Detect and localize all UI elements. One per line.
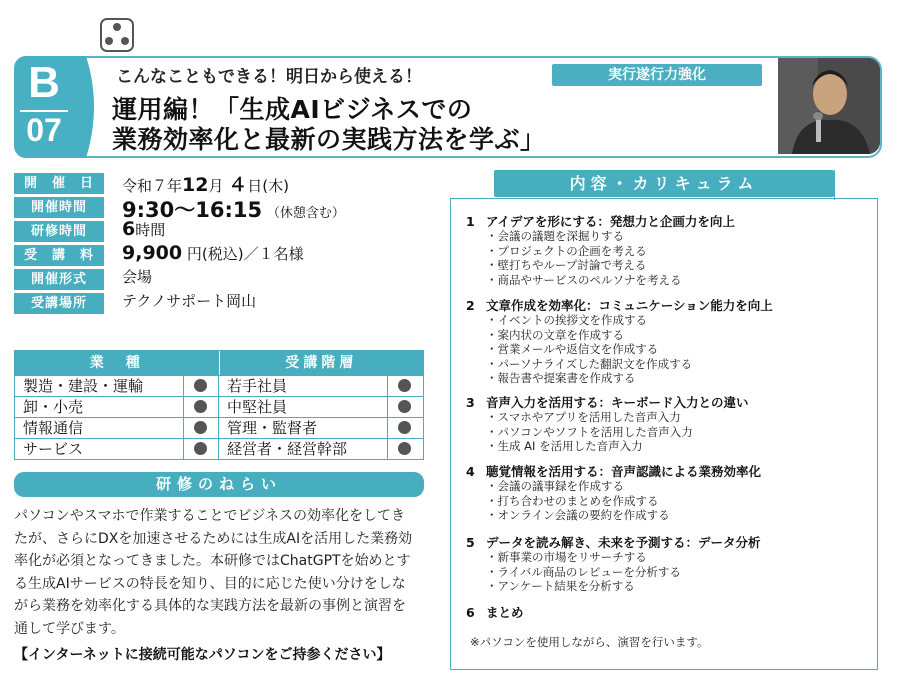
section-title bbox=[466, 212, 735, 229]
time-label: 開催時間 bbox=[14, 197, 104, 218]
curriculum-section-5 bbox=[466, 533, 761, 594]
industry-header: 業 種 bbox=[15, 351, 220, 375]
curriculum-section-2 bbox=[466, 296, 773, 386]
venue-value: テクノサポート岡山 bbox=[122, 292, 257, 310]
bullet-dot-icon bbox=[194, 442, 207, 455]
time-note: （休憩含む） bbox=[266, 206, 345, 221]
list-item: ・イベントの挨拶文を作成する bbox=[486, 313, 647, 327]
section-title-text: アイデアを形にする：発想力と企画力を向上 bbox=[486, 214, 735, 229]
list-item: ・パーソナライズした翻訳文を作成する bbox=[486, 356, 693, 371]
date-label: 開 催 日 bbox=[14, 173, 104, 194]
level-dot-cell bbox=[388, 376, 423, 396]
aims-line: たが、さらにDXを加速させるためには生成AIを活用した業務効 bbox=[14, 530, 413, 547]
aims-note: 【インターネットに接続可能なパソコンをご持参ください】 bbox=[14, 647, 391, 663]
target-table bbox=[14, 350, 424, 460]
bullet-dot-icon bbox=[398, 421, 411, 434]
table-row bbox=[15, 375, 423, 396]
curriculum-section-4 bbox=[466, 462, 761, 523]
level-dot-cell bbox=[388, 397, 423, 417]
section-number: 4 bbox=[466, 464, 475, 479]
aims-line: 率化が必須となってきました。本研修ではChatGPTを始めとす bbox=[14, 553, 411, 570]
date-month: 12 bbox=[182, 174, 209, 196]
table-row bbox=[15, 417, 423, 438]
industry-cell: 情報通信 bbox=[15, 418, 184, 438]
course-subtitle: こんなこともできる！明日から使える！ bbox=[116, 67, 422, 87]
hours-label: 研修時間 bbox=[14, 221, 104, 242]
section-title-text: データを読み解き、未来を予測する：データ分析 bbox=[486, 535, 761, 550]
header-notch bbox=[74, 56, 104, 158]
table-row bbox=[15, 396, 423, 417]
fee-unit: 円(税込)／１名様 bbox=[186, 245, 304, 263]
venue-label: 受講場所 bbox=[14, 293, 104, 314]
course-letter: B bbox=[28, 58, 60, 107]
curriculum-note: ※パソコンを使用しながら、演習を行います。 bbox=[470, 635, 709, 649]
fee-value-wrap bbox=[122, 242, 304, 264]
industry-cell: サービス bbox=[15, 439, 184, 459]
list-item: ・報告書や提案書を作成する bbox=[486, 371, 636, 386]
hours-value: 6 bbox=[122, 218, 136, 240]
level-header: 受講階層 bbox=[285, 355, 358, 371]
industry-dot-cell bbox=[184, 439, 219, 459]
curriculum-section-1 bbox=[466, 212, 735, 287]
aims-line: 通して学びます。 bbox=[14, 620, 125, 637]
section-title bbox=[466, 533, 761, 550]
level-cell: 経営者・経営幹部 bbox=[219, 439, 388, 459]
course-title-line1: 運用編！「生成AIビジネスでの bbox=[112, 95, 473, 124]
industry-dot-cell bbox=[184, 376, 219, 396]
date-era: 令和７年 bbox=[122, 177, 183, 195]
group-icon bbox=[100, 18, 134, 52]
hours-value-wrap bbox=[122, 218, 165, 240]
list-item: ・スマホやアプリを活用した音声入力 bbox=[486, 410, 681, 424]
list-item: ・商品やサービスのペルソナを考える bbox=[486, 272, 682, 287]
level-dot-cell bbox=[388, 439, 423, 459]
bullet-dot-icon bbox=[194, 400, 207, 413]
aims-title: 研修のねらい bbox=[14, 472, 424, 497]
section-number: 3 bbox=[466, 395, 475, 410]
industry-dot-cell bbox=[184, 418, 219, 438]
category-badge: 実行遂行力強化 bbox=[552, 64, 762, 86]
section-title-text: 聴覚情報を活用する：音声認識による業務効率化 bbox=[486, 464, 762, 479]
curriculum-section-3 bbox=[466, 393, 749, 454]
course-title-line2: 業務効率化と最新の実践方法を学ぶ」 bbox=[112, 125, 546, 154]
level-cell: 若手社員 bbox=[219, 376, 388, 396]
section-number: 5 bbox=[466, 535, 475, 550]
list-item: ・壁打ちやループ討論で考える bbox=[486, 258, 647, 273]
list-item: ・打ち合わせのまとめを作成する bbox=[486, 493, 659, 508]
date-month-unit: 月 bbox=[208, 177, 224, 195]
aims-body bbox=[14, 505, 424, 641]
bullet-dot-icon bbox=[398, 379, 411, 392]
bullet-dot-icon bbox=[398, 400, 411, 413]
level-dot-cell bbox=[388, 418, 423, 438]
section-title-text: まとめ bbox=[486, 605, 524, 620]
format-value: 会場 bbox=[122, 268, 153, 286]
hours-unit: 時間 bbox=[135, 221, 166, 239]
list-item: ・新事業の市場をリサーチする bbox=[486, 550, 647, 564]
date-day-unit: 日(木) bbox=[247, 177, 289, 195]
curriculum-title-edge bbox=[834, 170, 840, 200]
list-item: ・アンケート結果を分析する bbox=[486, 579, 635, 594]
course-badge bbox=[14, 56, 74, 158]
level-cell: 管理・監督者 bbox=[219, 418, 388, 438]
table-row bbox=[15, 438, 423, 459]
list-item: ・ライバル商品のレビューを分析する bbox=[486, 564, 681, 579]
level-cell: 中堅社員 bbox=[219, 397, 388, 417]
section-number: 1 bbox=[466, 214, 475, 229]
bullet-dot-icon bbox=[194, 379, 207, 392]
list-item: ・生成 AI を活用した音声入力 bbox=[486, 439, 643, 454]
section-title bbox=[466, 296, 773, 313]
list-item: ・会議の議事録を作成する bbox=[486, 479, 624, 493]
time-value: 9:30～16:15 bbox=[122, 198, 263, 222]
fee-label: 受 講 料 bbox=[14, 245, 104, 266]
section-title-text: 音声入力を活用する：キーボード入力との違い bbox=[486, 395, 749, 410]
list-item: ・プロジェクトの企画を考える bbox=[486, 243, 647, 258]
section-title bbox=[466, 462, 761, 479]
industry-cell: 卸・小売 bbox=[15, 397, 184, 417]
target-table-header bbox=[15, 351, 423, 375]
aims-line: がら業務を効率化する具体的な実践方法を最新の事例と演習を bbox=[14, 598, 406, 615]
section-number: 2 bbox=[466, 298, 475, 313]
list-item: ・営業メールや返信文を作成する bbox=[486, 342, 659, 357]
bullet-dot-icon bbox=[398, 442, 411, 455]
list-item: ・会議の議題を深掘りする bbox=[486, 229, 624, 243]
section-number: 6 bbox=[466, 605, 475, 620]
list-item: ・パソコンやソフトを活用した音声入力 bbox=[486, 424, 693, 439]
fee-value: 9,900 bbox=[122, 242, 183, 264]
list-item: ・案内状の文章を作成する bbox=[486, 327, 624, 342]
date-day: ４ bbox=[228, 174, 248, 196]
curriculum-title: 内容・カリキュラム bbox=[494, 170, 834, 197]
aims-line: パソコンやスマホで作業することでビジネスの効率化をしてき bbox=[14, 508, 406, 524]
industry-dot-cell bbox=[184, 397, 219, 417]
section-title bbox=[466, 393, 749, 410]
format-label: 開催形式 bbox=[14, 269, 104, 290]
bullet-dot-icon bbox=[194, 421, 207, 434]
section-title-text: 文章作成を効率化：コミュニケーション能力を向上 bbox=[486, 298, 773, 313]
list-item: ・オンライン会議の要約を作成する bbox=[486, 508, 670, 523]
curriculum-section-6 bbox=[466, 603, 524, 620]
section-title bbox=[466, 603, 524, 620]
date-value bbox=[122, 170, 289, 197]
course-number: 07 bbox=[26, 112, 62, 148]
aims-line: る生成AIサービスの特長を知り、目的に応じた使い分けをしな bbox=[14, 575, 406, 592]
industry-cell: 製造・建設・運輸 bbox=[15, 376, 184, 396]
instructor-photo bbox=[778, 58, 880, 154]
